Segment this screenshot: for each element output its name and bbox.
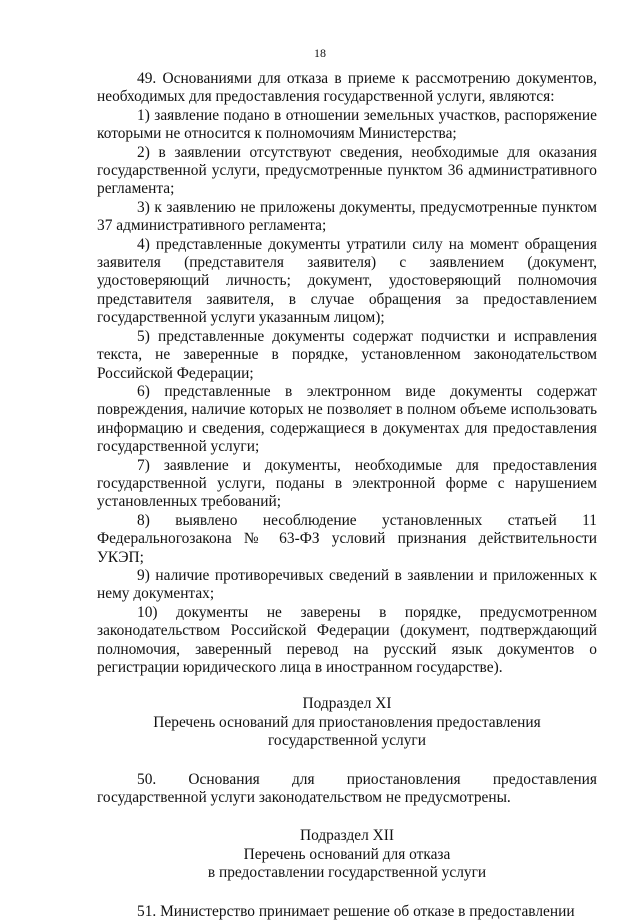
page-number: 18: [314, 46, 326, 60]
list-item: 4) представленные документы утратили силу на момент обращения заявителя (представителя заявителя) с заявлением (документ, удостоверяющий личность; документ, удостоверяющий полномочия представителя заявителя, в случае обращения за предоставлением государственной услуги указанным лицом);: [97, 235, 597, 327]
list-item: 9) наличие противоречивых сведений в заявлении и приложенных к нему документах;: [97, 566, 597, 603]
paragraph-49-intro: 49. Основаниями для отказа в приеме к рассмотрению документов, необходимых для предоставления государственной услуги, являются:: [97, 70, 597, 106]
subsection-12-label: Подраздел XII: [299, 827, 395, 845]
paragraph-51: 51. Министерство принимает решение об отказе в предоставлении: [137, 902, 575, 920]
paragraph-50: 50. Основания для приостановления предоставления государственной услуги законодательством не предусмотрены.: [97, 770, 597, 807]
list-item: 6) представленные в электронном виде документы содержат повреждения, наличие которых не позволяет в полном объеме использовать информацию и сведения, содержащиеся в документах для предоставления государственной услуги;: [97, 382, 597, 456]
list-item: 7) заявление и документы, необходимые для предоставления государственной услуги, поданы в электронной форме с нарушением установленных требований;: [97, 456, 597, 511]
subsection-12-title-line2: в предоставлении государственной услуги: [207, 864, 487, 882]
subsection-11-title-line1: Перечень оснований для приостановления предоставления: [153, 713, 541, 731]
list-item: 1) заявление подано в отношении земельных участков, распоряжение которыми не относится к полномочиям Министерства;: [97, 106, 597, 143]
list-item: 3) к заявлению не приложены документы, предусмотренные пунктом 37 административного регламента;: [97, 198, 597, 235]
subsection-12-title-line1: Перечень оснований для отказа: [243, 845, 451, 863]
subsection-11-title-line2: государственной услуги: [268, 732, 426, 750]
page-body: [97, 70, 597, 921]
list-item: 2) в заявлении отсутствуют сведения, необходимые для оказания государственной услуги, предусмотренные пунктом 36 административного регламента;: [97, 143, 597, 198]
list-item: 8) выявлено несоблюдение установленных статьей 11 Федеральногозакона № 63-ФЗ условий признания действительности УКЭП;: [97, 511, 597, 566]
list-item: 10) документы не заверены в порядке, предусмотренном законодательством Российской Федерации (документ, подтверждающий полномочия, заверенный перевод на русский язык документов о регистрации юридического лица в иностранном государстве).: [97, 603, 597, 676]
list-item: 5) представленные документы содержат подчистки и исправления текста, не заверенные в порядке, установленном законодательством Российской Федерации;: [97, 327, 597, 382]
subsection-11-label: Подраздел XI: [302, 695, 392, 713]
